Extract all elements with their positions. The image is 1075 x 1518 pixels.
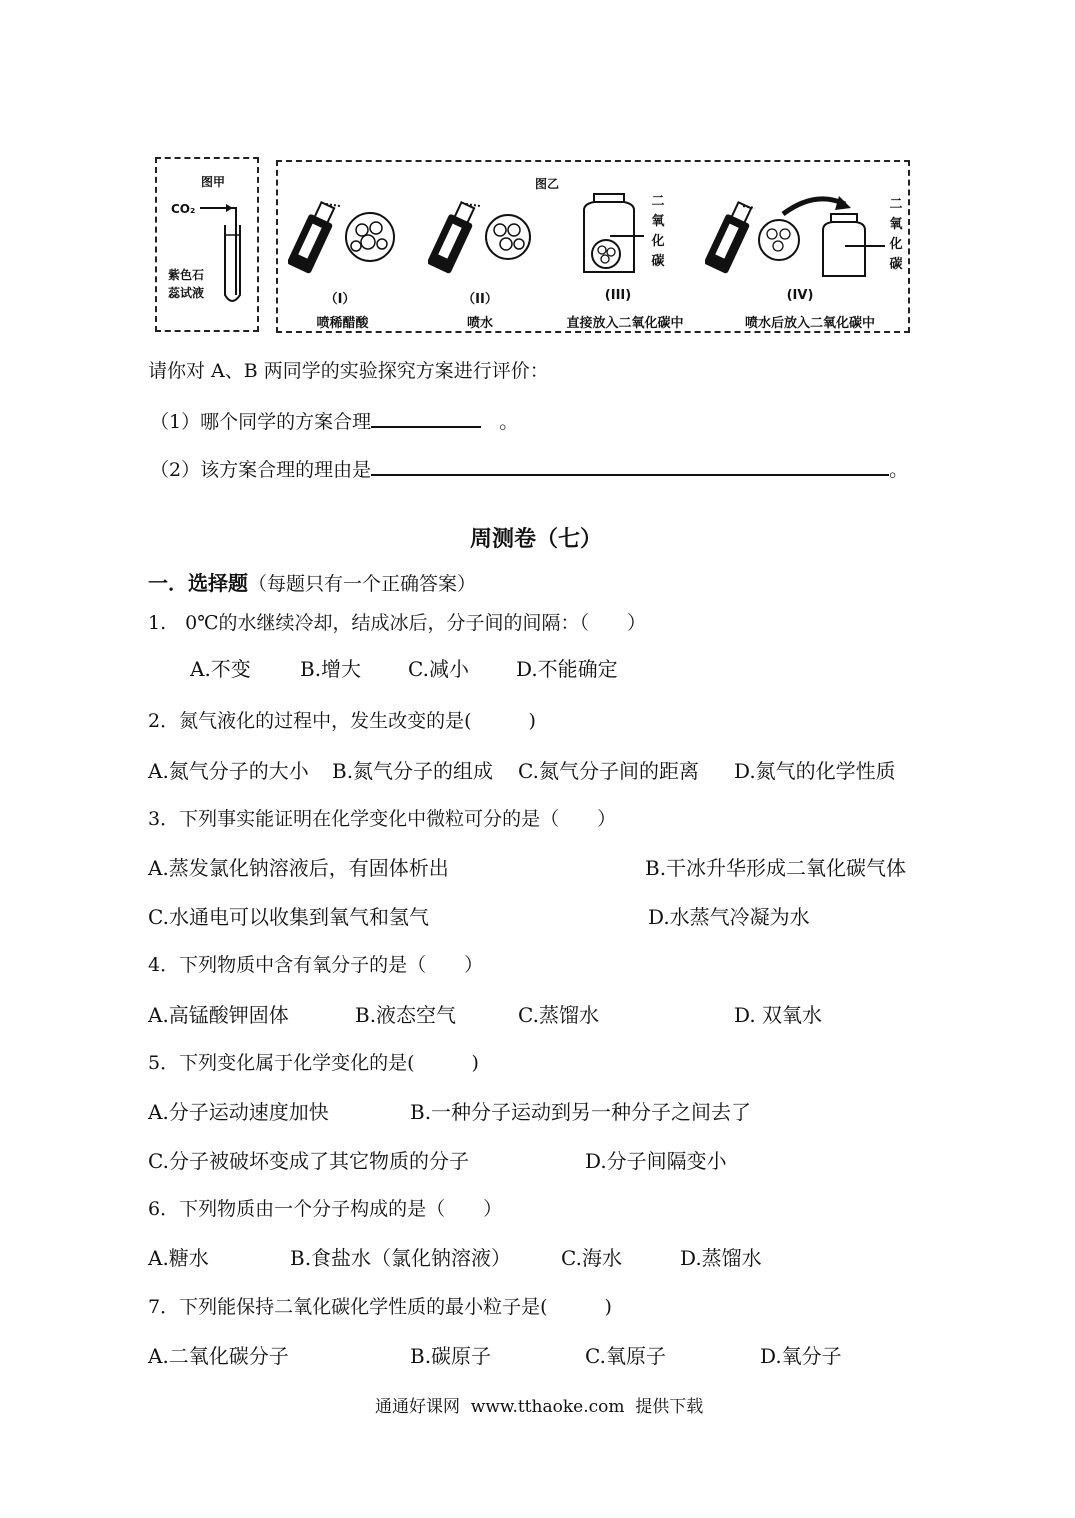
step-3-caption: 直接放入二氧化碳中 xyxy=(566,316,684,331)
section-heading xyxy=(148,567,476,596)
q2-text: （2）该方案合理的理由是 xyxy=(150,459,372,481)
evaluation-intro: 请你对 A、B 两同学的实验探究方案进行评价： xyxy=(148,360,549,382)
q7-option-d: D.氧分子 xyxy=(760,1344,842,1368)
q4-option-d: D. 双氧水 xyxy=(734,1003,823,1027)
figure-b-label: 图乙 xyxy=(535,177,560,191)
q6-option-c: C.海水 xyxy=(561,1246,622,1270)
section-note: （每题只有一个正确答案） xyxy=(248,573,477,595)
q6-option-a: A.糖水 xyxy=(148,1246,209,1270)
step-4-caption: 喷水后放入二氧化碳中 xyxy=(744,316,875,331)
q4-option-c: C.蒸馏水 xyxy=(518,1003,599,1027)
q2-option-b: B.氮气分子的组成 xyxy=(332,759,494,783)
question-7-stem: 7．下列能保持二氧化碳化学性质的最小粒子是( ) xyxy=(148,1296,612,1318)
q3-option-d: D.水蒸气冷凝为水 xyxy=(648,905,810,929)
step-2-number: （II） xyxy=(462,292,498,307)
q7-option-a: A.二氧化碳分子 xyxy=(148,1344,289,1368)
figure-a-label: 图甲 xyxy=(201,175,226,189)
step-1-caption: 喷稀醋酸 xyxy=(316,316,369,331)
step-2-caption: 喷水 xyxy=(466,316,493,331)
q4-option-a: A.高锰酸钾固体 xyxy=(148,1003,289,1027)
q1-answer-blank[interactable] xyxy=(371,406,481,428)
step-1-number: （I） xyxy=(324,292,356,307)
question-6-stem: 6．下列物质由一个分子构成的是（ ） xyxy=(148,1198,503,1220)
sprayer-flower-2 xyxy=(428,192,538,277)
step-4-number: (IV) xyxy=(786,288,814,303)
jar-with-flower xyxy=(578,192,648,277)
q2-period: 。 xyxy=(889,459,909,481)
q3-option-c: C.水通电可以收集到氧气和氢气 xyxy=(148,905,429,929)
q2-answer-blank[interactable] xyxy=(371,454,889,476)
page-footer: 通通好课网 www.tthaoke.com 提供下载 xyxy=(375,1397,704,1417)
co2-label: CO₂ xyxy=(171,202,196,216)
q3-option-b: B.干冰升华形成二氧化碳气体 xyxy=(645,856,907,880)
q1-text: （1）哪个同学的方案合理 xyxy=(150,411,372,433)
q3-option-a: A.蒸发氯化钠溶液后，有固体析出 xyxy=(148,856,449,880)
sprayer-flower-1 xyxy=(288,192,403,277)
jar-label-2: 二氧化碳 xyxy=(889,197,903,272)
question-4-stem: 4．下列物质中含有氧分子的是（ ） xyxy=(148,954,484,976)
evaluation-q1 xyxy=(150,406,518,434)
question-2-stem: 2．氮气液化的过程中，发生改变的是( ) xyxy=(148,710,536,732)
q1-option-d: D.不能确定 xyxy=(516,657,618,681)
jar-label-1: 二氧化碳 xyxy=(651,194,665,269)
q7-option-c: C.氧原子 xyxy=(585,1344,666,1368)
test-title: 周测卷（七） xyxy=(470,527,603,552)
section-title: 一．选择题 xyxy=(148,571,248,595)
q5-option-d: D.分子间隔变小 xyxy=(585,1149,727,1173)
q4-option-b: B.液态空气 xyxy=(355,1003,457,1027)
question-1-stem: 1. 0℃的水继续冷却，结成冰后，分子间的间隔：（ ） xyxy=(148,612,646,634)
evaluation-q2 xyxy=(150,454,908,482)
question-5-stem: 5．下列变化属于化学变化的是( ) xyxy=(148,1052,479,1074)
q2-option-a: A.氮气分子的大小 xyxy=(148,759,309,783)
step-3-number: (III) xyxy=(604,288,632,303)
q6-option-d: D.蒸馏水 xyxy=(680,1246,762,1270)
q7-option-b: B.碳原子 xyxy=(410,1344,492,1368)
q1-option-c: C.减小 xyxy=(408,657,469,681)
q1-period: 。 xyxy=(499,411,519,433)
q2-option-c: C.氮气分子间的距离 xyxy=(518,759,699,783)
q5-option-c: C.分子被破坏变成了其它物质的分子 xyxy=(148,1149,469,1173)
litmus-label: 紫色石蕊试液 xyxy=(168,268,205,300)
q1-option-b: B.增大 xyxy=(300,657,362,681)
q1-option-a: A.不变 xyxy=(190,657,251,681)
q6-option-b: B.食盐水（氯化钠溶液） xyxy=(290,1246,512,1270)
test-tube-diagram xyxy=(200,195,250,310)
q5-option-a: A.分子运动速度加快 xyxy=(148,1100,329,1124)
sprayer-flower-jar xyxy=(705,190,890,280)
q2-option-d: D.氮气的化学性质 xyxy=(734,759,896,783)
q5-option-b: B.一种分子运动到另一种分子之间去了 xyxy=(410,1100,752,1124)
question-3-stem: 3．下列事实能证明在化学变化中微粒可分的是（ ） xyxy=(148,808,617,830)
